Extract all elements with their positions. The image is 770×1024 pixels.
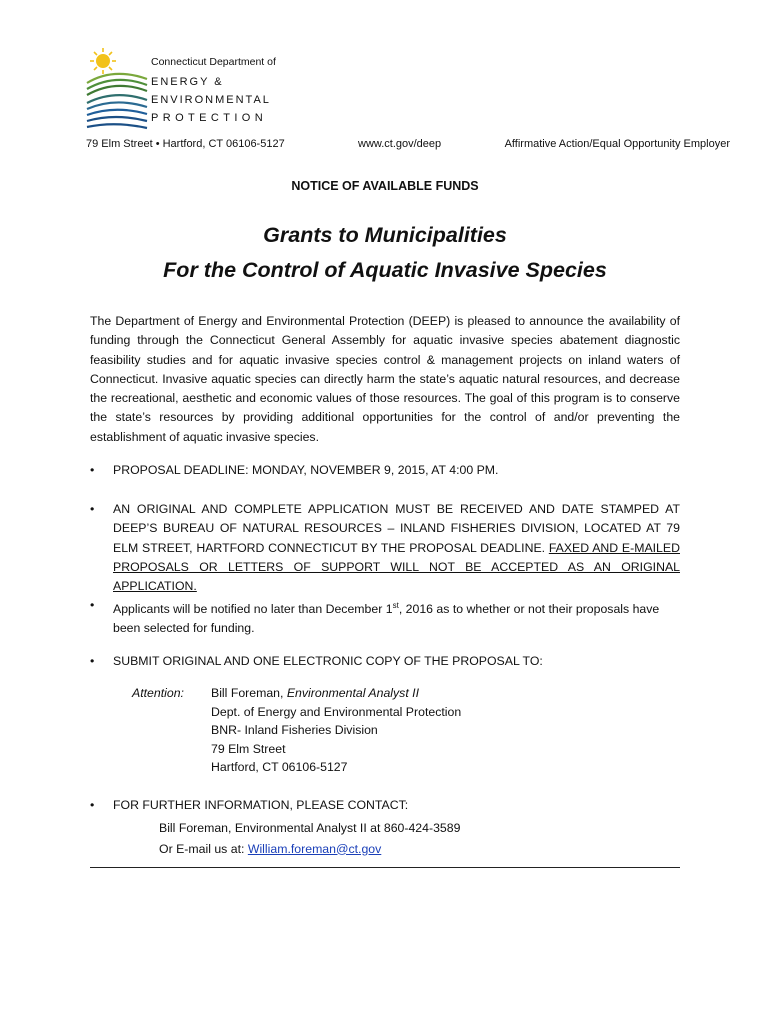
logo-org-text: Connecticut Department of xyxy=(151,56,276,68)
fax-email-warning: FAXED AND E-MAILED PROPOSALS OR LETTERS OF SUPPORT WILL NOT BE ACCEPTED AS AN ORIGINAL APPLICATION. xyxy=(113,540,680,594)
submit-text: SUBMIT ORIGINAL AND ONE ELECTRONIC COPY OF THE PROPOSAL TO: xyxy=(113,654,543,668)
contact-email-link[interactable]: William.foreman@ct.gov xyxy=(247,841,382,856)
logo-energy-text: ENERGY & xyxy=(151,76,224,88)
logo-protection-text: PROTECTION xyxy=(151,112,268,124)
attention-street: 79 Elm Street xyxy=(211,741,286,756)
notification-text-b: , 2016 as to whether or not their proposals have been selected for funding. xyxy=(113,602,660,636)
intro-paragraph: The Department of Energy and Environmental Protection (DEEP) is pleased to announce the availability of funding through the Connecticut General Assembly for aquatic invasive species abatement diagnostic feasibility studies and for aquatic invasive species control & management projects on inland waters of Connecticut. Invasive aquatic species can directly harm the state’s aquatic natural resources, and decrease the recreational, aesthetic and economic values of those resources. The goal of this program is to conserve the state’s resources by providing additional opportunities for the control of and/or preventing the establishment of aquatic invasive species. xyxy=(90,314,680,444)
contact-email-prefix: Or E-mail us at: xyxy=(159,841,248,856)
sun-icon xyxy=(90,48,116,74)
document-title xyxy=(0,218,770,288)
deadline-text: PROPOSAL DEADLINE: MONDAY, NOVEMBER 9, 2015, AT 4:00 PM. xyxy=(113,463,499,477)
bullet-icon: • xyxy=(90,798,95,812)
logo-environmental-text: ENVIRONMENTAL xyxy=(151,94,271,106)
attention-label: Attention: xyxy=(132,686,184,700)
bullet-icon: • xyxy=(90,463,95,477)
attention-name: Bill Foreman, xyxy=(211,686,287,700)
title-line-1: Grants to Municipalities xyxy=(263,223,507,247)
deep-logo-icon xyxy=(85,45,149,135)
contact-block xyxy=(159,818,460,859)
bullet-icon: • xyxy=(90,502,95,516)
bullet-icon: • xyxy=(90,654,95,668)
bullet-original-application xyxy=(90,500,680,596)
attention-city: Hartford, CT 06106-5127 xyxy=(211,760,348,774)
deep-logo xyxy=(85,45,285,135)
letterhead-address: 79 Elm Street • Hartford, CT 06106-5127 xyxy=(86,138,285,150)
bottom-divider xyxy=(90,867,680,868)
letterhead-employer: Affirmative Action/Equal Opportunity Employer xyxy=(504,138,730,150)
bullet-submit xyxy=(90,652,680,671)
original-application-text: AN ORIGINAL AND COMPLETE APPLICATION MUST BE RECEIVED AND DATE STAMPED AT DEEP’S BUREAU OF NATURAL RESOURCES – INLAND FISHERIES DIVISION, LOCATED AT 79 ELM STREET, HARTFORD CONNECTICUT BY THE PROPOSAL DEADLINE. xyxy=(113,502,680,555)
landscape-icon xyxy=(87,74,147,128)
title-line-2: For the Control of Aquatic Invasive Species xyxy=(163,258,607,282)
bullet-deadline xyxy=(90,461,680,480)
bullet-notification xyxy=(90,596,680,639)
contact-phone-line: Bill Foreman, Environmental Analyst II at 860-424-3589 xyxy=(159,821,461,835)
notification-superscript: st xyxy=(392,601,399,610)
letterhead-website[interactable]: www.ct.gov/deep xyxy=(358,138,442,150)
attention-dept: Dept. of Energy and Environmental Protection xyxy=(211,704,462,719)
attention-title: Environmental Analyst II xyxy=(286,686,419,700)
attention-division: BNR- Inland Fisheries Division xyxy=(211,723,378,737)
bullet-further-info xyxy=(90,796,680,815)
notice-heading: NOTICE OF AVAILABLE FUNDS xyxy=(291,179,479,193)
notification-text-a: Applicants will be notified no later than December 1 xyxy=(113,602,393,617)
further-info-text: FOR FURTHER INFORMATION, PLEASE CONTACT: xyxy=(113,798,409,812)
bullet-icon: • xyxy=(90,598,95,612)
